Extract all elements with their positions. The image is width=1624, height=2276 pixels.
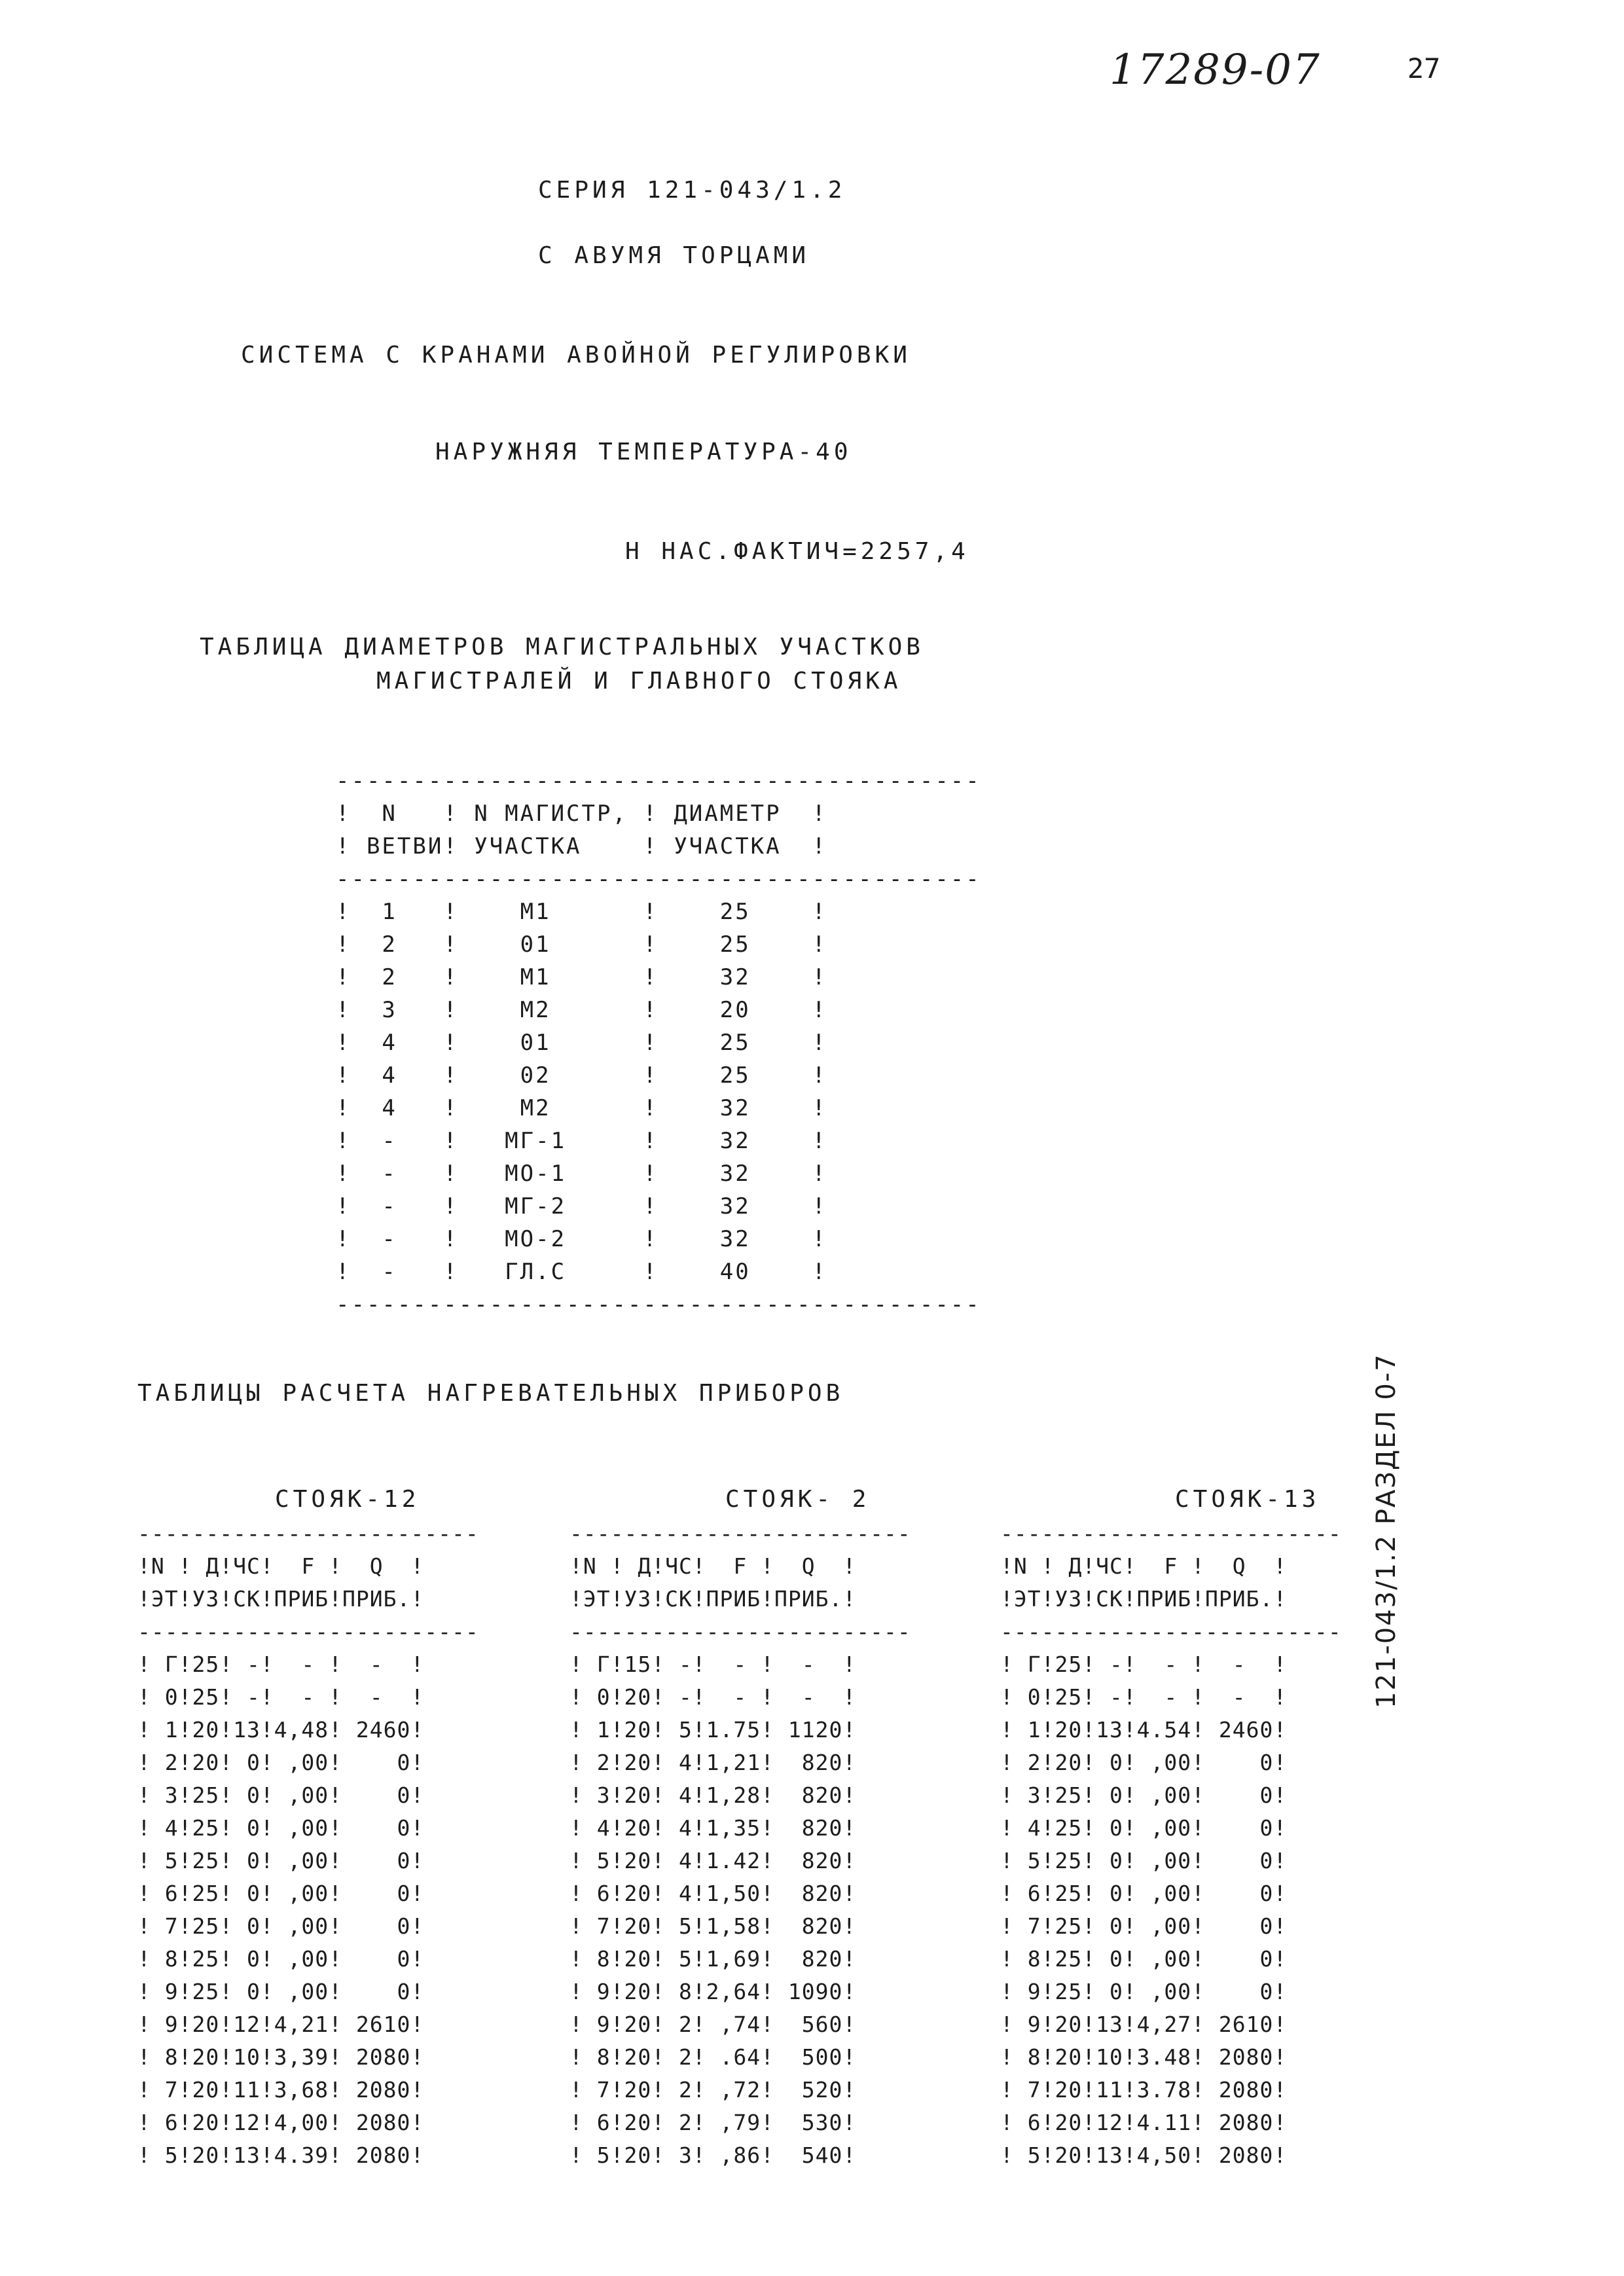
diameter-table: ------------------------------------------ ! N ! N МАГИСТР, ! ДИАМЕТР ! ! ВЕТВИ! УЧАСТКА ! УЧАСТКА ! ------------------------------------------ ! 1 ! М1 ! 25 ! ! 2 ! 01 ! 25 ! ! 2 ! М1 ! 32 ! ! 3 ! М2 ! 20 ! ! 4 ! 01 ! 25 ! ! 4 ! 02 ! 25 ! ! 4 ! М2 ! 32 ! ! - ! МГ-1 ! 32 ! ! - ! МО-1 ! 32 ! ! - ! МГ-2 ! 32 ! ! - ! МО-2 ! 32 ! ! - ! ГЛ.С ! 40 ! ------------------------------------------ bbox=[336, 768, 981, 1318]
riser-12-table: ------------------------- !N ! Д!ЧС! F ! Q ! !ЭТ!УЗ!СК!ПРИБ!ПРИБ.! ------------------------- ! Г!25! -! - ! - ! ! 0!25! -! - ! - ! ! 1!20!13!4,48! 2460! ! 2!20! 0! ,00! 0! ! 3!25! 0! ,00! 0! ! 4!25! 0! ,00! 0! ! 5!25! 0! ,00! 0! ! 6!25! 0! ,00! 0! ! 7!25! 0! ,00! 0! ! 8!25! 0! ,00! 0! ! 9!25! 0! ,00! 0! ! 9!20!12!4,21! 2610! ! 8!20!10!3,39! 2080! ! 7!20!11!3,68! 2080! ! 6!20!12!4,00! 2080! ! 5!20!13!4.39! 2080! bbox=[137, 1521, 479, 2168]
riser-2-table: ------------------------- !N ! Д!ЧС! F ! Q ! !ЭТ!УЗ!СК!ПРИБ!ПРИБ.! ------------------------- ! Г!15! -! - ! - ! ! 0!20! -! - ! - ! ! 1!20! 5!1.75! 1120! ! 2!20! 4!1,21! 820! ! 3!20! 4!1,28! 820! ! 4!20! 4!1,35! 820! ! 5!20! 4!1.42! 820! ! 6!20! 4!1,50! 820! ! 7!20! 5!1,58! 820! ! 8!20! 5!1,69! 820! ! 9!20! 8!2,64! 1090! ! 9!20! 2! ,74! 560! ! 8!20! 2! .64! 500! ! 7!20! 2! ,72! 520! ! 6!20! 2! ,79! 530! ! 5!20! 3! ,86! 540! bbox=[569, 1521, 911, 2168]
ends-title: С АВУМЯ ТОРЦАМИ bbox=[538, 242, 810, 269]
document-number: 17289-07 bbox=[1110, 46, 1321, 94]
riser-13-title: СТОЯК-13 bbox=[1175, 1486, 1320, 1513]
diameter-table-subtitle: МАГИСТРАЛЕЙ И ГЛАВНОГО СТОЯКА bbox=[376, 668, 902, 695]
riser-2-title: СТОЯК- 2 bbox=[725, 1486, 871, 1513]
series-title: СЕРИЯ 121-043/1.2 bbox=[538, 177, 846, 204]
pressure-title: Н НАС.ФАКТИЧ=2257,4 bbox=[625, 538, 969, 565]
system-title: СИСТЕМА С КРАНАМИ АВОЙНОЙ РЕГУЛИРОВКИ bbox=[241, 342, 911, 369]
page-number: 27 bbox=[1407, 52, 1441, 84]
heaters-section-title: ТАБЛИЦЫ РАСЧЕТА НАГРЕВАТЕЛЬНЫХ ПРИБОРОВ bbox=[137, 1380, 844, 1407]
riser-12-title: СТОЯК-12 bbox=[275, 1486, 420, 1513]
riser-13-table: ------------------------- !N ! Д!ЧС! F ! Q ! !ЭТ!УЗ!СК!ПРИБ!ПРИБ.! ------------------------- ! Г!25! -! - ! - ! ! 0!25! -! - ! - ! ! 1!20!13!4.54! 2460! ! 2!20! 0! ,00! 0! ! 3!25! 0! ,00! 0! ! 4!25! 0! ,00! 0! ! 5!25! 0! ,00! 0! ! 6!25! 0! ,00! 0! ! 7!25! 0! ,00! 0! ! 8!25! 0! ,00! 0! ! 9!25! 0! ,00! 0! ! 9!20!13!4,27! 2610! ! 8!20!10!3.48! 2080! ! 7!20!11!3.78! 2080! ! 6!20!12!4.11! 2080! ! 5!20!13!4,50! 2080! bbox=[1000, 1521, 1342, 2168]
outdoor-temperature-title: НАРУЖНЯЯ ТЕМПЕРАТУРА-40 bbox=[435, 439, 852, 465]
diameter-table-title: ТАБЛИЦА ДИАМЕТРОВ МАГИСТРАЛЬНЫХ УЧАСТКОВ bbox=[200, 634, 924, 660]
section-stamp: 121-043/1.2 РАЗДЕЛ 0-7 bbox=[1371, 1353, 1401, 1708]
